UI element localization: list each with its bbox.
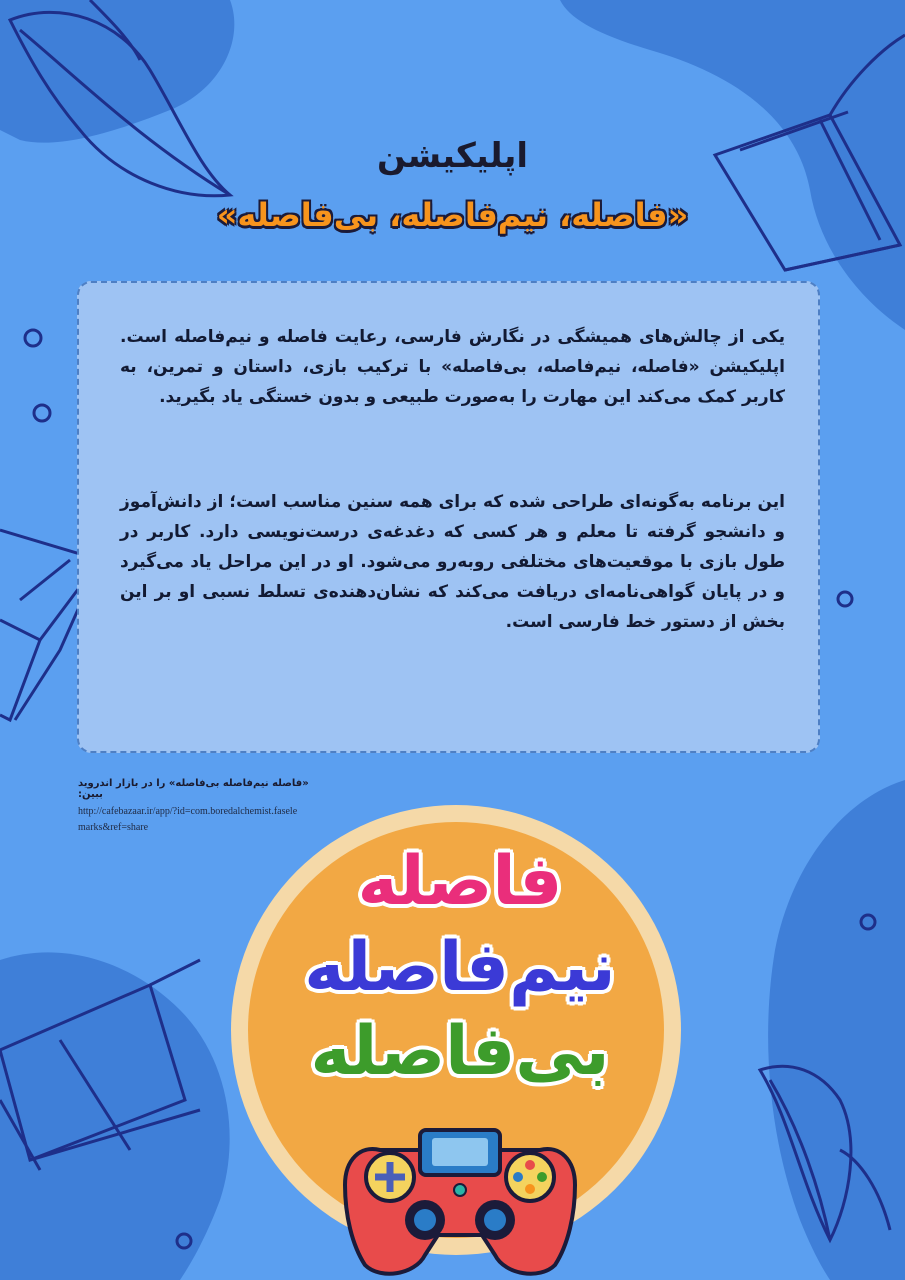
circle-dot-icon [34, 405, 50, 421]
logo-word-nim-fasele: نیم‌فاصله [304, 928, 616, 1007]
store-link-label: «فاصله نیم‌فاصله بی‌فاصله» را در بازار اندروید ببین: [78, 778, 309, 800]
description-paragraph-1: یکی از چالش‌های همیشگی در نگارش فارسی، رعایت فاصله و نیم‌فاصله است. اپلیکیشن «فاصله، نیم‌فاصله، بی‌فاصله» با ترکیب بازی، داستان و تمرین، به کاربر کمک می‌کند این مهارت را به‌صورت طبیعی و بدون خستگی یاد بگیرید. [120, 327, 785, 407]
description-paragraph-2: این برنامه به‌گونه‌ای طراحی شده که برای همه سنین مناسب است؛ از دانش‌آموز و دانشجو گرفته تا معلم و هر کسی که دغدغه‌ی درست‌نویسی دارد. کاربر در طول بازی با موقعیت‌های مختلفی روبه‌رو می‌شود. او در این مراحل یاد می‌گیرد و در پایان گواهی‌نامه‌ای دریافت می‌کند که نشان‌دهنده‌ی تسلط نسبی او بر این بخش از دستور خط فارسی است. [120, 492, 785, 632]
app-name-heading: «فاصله، نیم‌فاصله، بی‌فاصله» [216, 196, 689, 234]
logo-word-bi-fasele: بی‌فاصله [310, 1012, 610, 1091]
circle-dot-icon [838, 592, 852, 606]
logo-word-fasele: فاصله [357, 842, 563, 921]
page-title: اپلیکیشن [376, 136, 529, 176]
blob-shape [0, 0, 234, 143]
blob-shape [768, 780, 905, 1280]
store-link[interactable]: http://cafebazaar.ir/app/?id=com.boredalchemist.faselemarks&ref=share [78, 806, 298, 833]
circle-dot-icon [25, 330, 41, 346]
